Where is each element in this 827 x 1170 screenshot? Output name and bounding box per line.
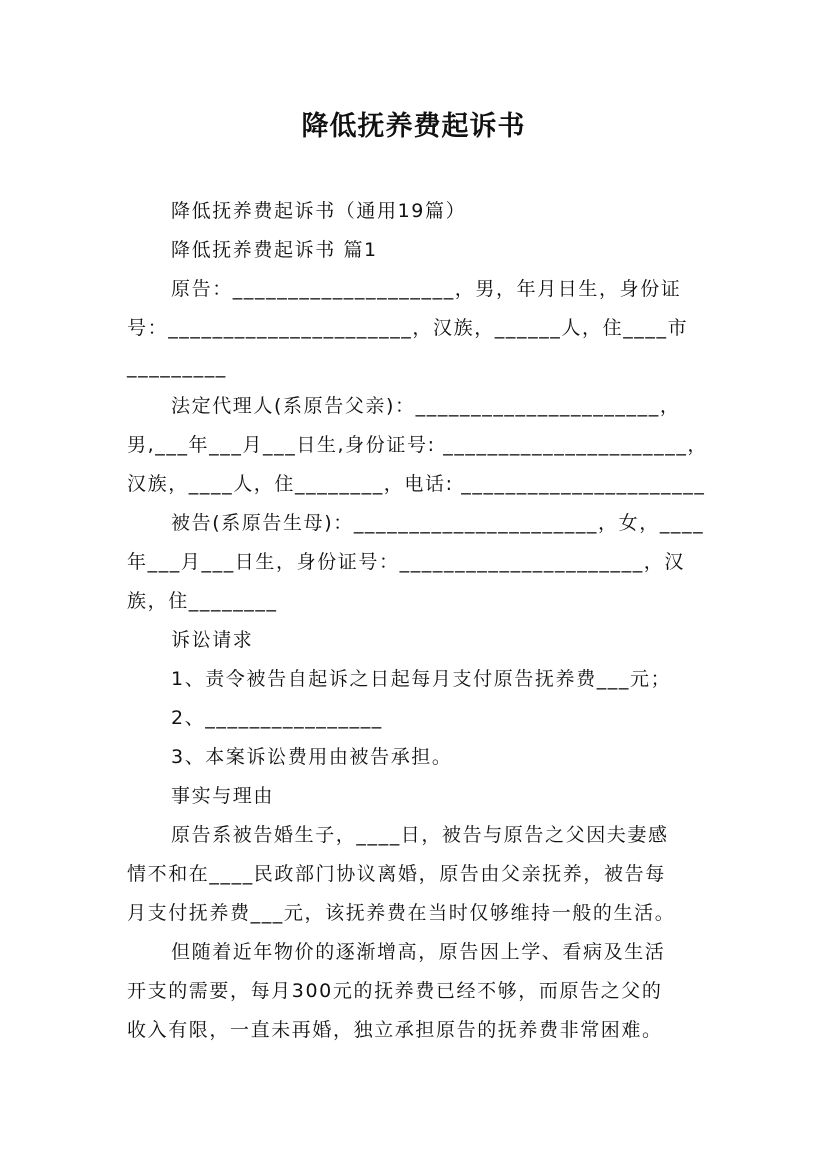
facts-paragraph-2-line-1: 但随着近年物价的逐渐增高，原告因上学、看病及生活 [171, 941, 666, 963]
plaintiff-line-3: _________ [127, 356, 227, 378]
plaintiff-line-2: 号：______________________，汉族，______人，住____市 [127, 317, 689, 339]
facts-paragraph-2-line-3: 收入有限，一直未再婚，独立承担原告的抚养费非常困难。 [127, 1019, 663, 1041]
section-heading: 降低抚养费起诉书 篇1 [171, 239, 378, 261]
agent-line-3: 汉族，____人，住________，电话: ______________________ [127, 473, 706, 495]
defendant-line-3: 族，住________ [127, 590, 278, 612]
agent-line-1: 法定代理人(系原告父亲)：______________________， [171, 395, 681, 417]
subtitle-line: 降低抚养费起诉书（通用19篇） [171, 200, 467, 222]
facts-heading: 事实与理由 [171, 785, 275, 807]
document-title: 降低抚养费起诉书 [301, 111, 526, 142]
agent-line-2: 男,___年___月___日生,身份证号: ______________________， [127, 434, 709, 456]
claims-heading: 诉讼请求 [171, 629, 254, 651]
facts-paragraph-1-line-1: 原告系被告婚生子，____日，被告与原告之父因夫妻感 [171, 824, 669, 846]
defendant-line-2: 年___月___日生，身份证号：______________________，汉 [127, 551, 686, 573]
facts-paragraph-1-line-3: 月支付抚养费___元，该抚养费在当时仅够维持一般的生活。 [127, 902, 676, 924]
claim-item-3: 3、本案诉讼费用由被告承担。 [171, 746, 453, 768]
claim-item-2: 2、________________ [171, 707, 383, 729]
facts-paragraph-2-line-2: 开支的需要，每月300元的抚养费已经不够，而原告之父的 [127, 980, 663, 1002]
facts-paragraph-1-line-2: 情不和在____民政部门协议离婚，原告由父亲抚养，被告每 [127, 863, 666, 885]
defendant-line-1: 被告(系原告生母)：______________________，女，____ [171, 512, 705, 534]
claim-item-1: 1、责令被告自起诉之日起每月支付原告抚养费___元； [171, 668, 672, 690]
plaintiff-line-1: 原告：____________________，男，年月日生，身份证 [171, 278, 682, 300]
